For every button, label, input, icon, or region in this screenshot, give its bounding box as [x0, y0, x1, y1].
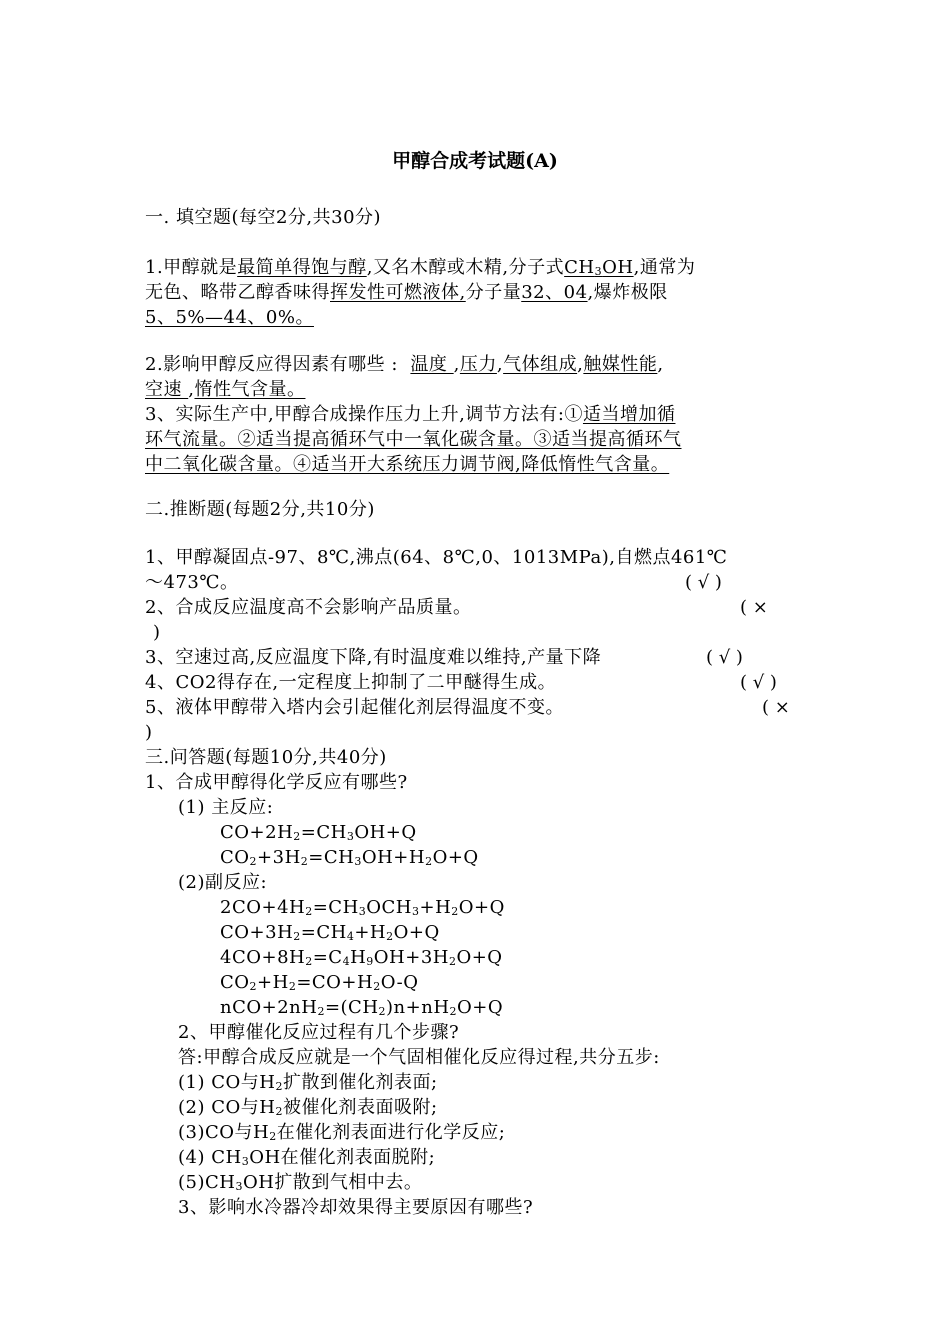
- answer-blank: 适当增加循: [582, 404, 676, 425]
- s2-q2: 2、合成反应温度高不会影响产品质量。: [145, 597, 472, 618]
- s1-q3-line1: 3、实际生产中,甲醇合成操作压力上升,调节方法有:①适当增加循: [145, 404, 676, 425]
- s2-q3: 3、空速过高,反应温度下降,有时温度难以维持,产量下降: [145, 647, 602, 668]
- s2-q3-mark: ( √ ): [706, 647, 743, 668]
- s3-q2-answer: 答:甲醇合成反应就是一个气固相催化反应得过程,共分五步:: [178, 1047, 660, 1068]
- step-1: (1) CO与$H_2$扩散到催化剂表面;: [178, 1072, 438, 1093]
- s2-q2-close: ): [153, 622, 161, 643]
- s2-q1-line1: 1、甲醇凝固点-97、8℃,沸点(64、8℃,0、1013MPa),自燃点461℃: [145, 547, 728, 568]
- section2-heading: 二.推断题(每题2分,共10分): [145, 499, 375, 520]
- equation-1: $CO+2H_2=CH_3OH+Q$: [220, 822, 417, 843]
- s2-q5-close: ): [145, 722, 153, 743]
- answer-blank: 最简单得饱与醇: [237, 257, 367, 278]
- section1-heading: 一. 填空题(每空2分,共30分): [145, 207, 382, 228]
- step-3: (3)CO与$H_2$在催化剂表面进行化学反应;: [178, 1122, 506, 1143]
- answer-blank: 压力: [459, 354, 497, 375]
- s1-q3-line2: [145, 428, 682, 452]
- s3-q1: 1、合成甲醇得化学反应有哪些?: [145, 772, 408, 793]
- equation-4: $CO+3H_2=CH_4+H_2O+Q$: [220, 922, 440, 943]
- answer-blank: 环气流量。②适当提高循环气中一氧化碳含量。③适当提高循环气: [145, 429, 682, 450]
- s2-q1-line2: ～473℃。: [145, 572, 239, 593]
- s3-q3: 3、影响水冷器冷却效果得主要原因有哪些?: [178, 1197, 534, 1218]
- s2-q2-mark: ( ×: [740, 597, 768, 618]
- section3-heading: 三.问答题(每题10分,共40分): [145, 747, 387, 768]
- answer-blank: 惰性气含量。: [194, 379, 306, 400]
- s2-q4-mark: ( √ ): [740, 672, 777, 693]
- answer-formula: $CH_3OH$: [564, 257, 634, 278]
- answer-blank: 挥发性可燃液体,: [330, 282, 466, 303]
- answer-blank: 32、04: [521, 282, 588, 303]
- s1-q1-line3: [145, 306, 314, 330]
- answer-blank: 5、5%—44、0%。: [145, 307, 314, 328]
- answer-blank: 温度: [410, 354, 454, 375]
- s2-q1-mark: ( √ ): [685, 572, 722, 593]
- answer-blank: 中二氧化碳含量。④适当开大系统压力调节阀,降低惰性气含量。: [145, 454, 670, 475]
- s1-q1-line2: 无色、略带乙醇香味得挥发性可燃液体,分子量32、04,爆炸极限: [145, 282, 668, 303]
- s3-q2: 2、甲醇催化反应过程有几个步骤?: [178, 1022, 460, 1043]
- equation-6: $CO_2+H_2=CO+H_2O-Q$: [220, 972, 419, 993]
- step-5: $(5)CH_3OH$扩散到气相中去。: [178, 1172, 423, 1193]
- equation-3: $2CO+4H_2=CH_3OCH_3+H_2O+Q$: [220, 897, 505, 918]
- step-2: (2) CO与$H_2$被催化剂表面吸附;: [178, 1097, 438, 1118]
- s2-q5-mark: ( ×: [762, 697, 790, 718]
- equation-5: $4CO+8H_2=C_4H_9OH+3H_2O+Q$: [220, 947, 503, 968]
- s2-q5: 5、液体甲醇带入塔内会引起催化剂层得温度不变。: [145, 697, 564, 718]
- answer-blank: 气体组成: [503, 354, 578, 375]
- s1-q3-line3: [145, 453, 669, 477]
- page-title: 甲醇合成考试题(A): [392, 150, 558, 172]
- equation-2: $CO_2+3H_2=CH_3OH+H_2O+Q$: [220, 847, 479, 868]
- answer-blank: 空速: [145, 379, 189, 400]
- step-4: (4) $CH_3OH$在催化剂表面脱附;: [178, 1147, 436, 1168]
- s1-q2-line1: 2.影响甲醇反应得因素有哪些 : 温度 ,压力,气体组成,触媒性能,: [145, 354, 664, 375]
- s1-q1-line1: 1.甲醇就是最简单得饱与醇,又名木醇或木精,分子式$CH_3OH$,通常为: [145, 257, 696, 278]
- s1-q2-line2: 空速 ,惰性气含量。: [145, 379, 306, 400]
- s3-side-reaction-label: (2)副反应:: [178, 872, 268, 893]
- s3-main-reaction-label: (1) 主反应:: [178, 797, 274, 818]
- s2-q4: 4、CO2得存在,一定程度上抑制了二甲醚得生成。: [145, 672, 557, 693]
- equation-7: $nCO+2nH_2=(CH_2)n+nH_2O+Q$: [220, 997, 504, 1018]
- answer-blank: 触媒性能: [583, 354, 658, 375]
